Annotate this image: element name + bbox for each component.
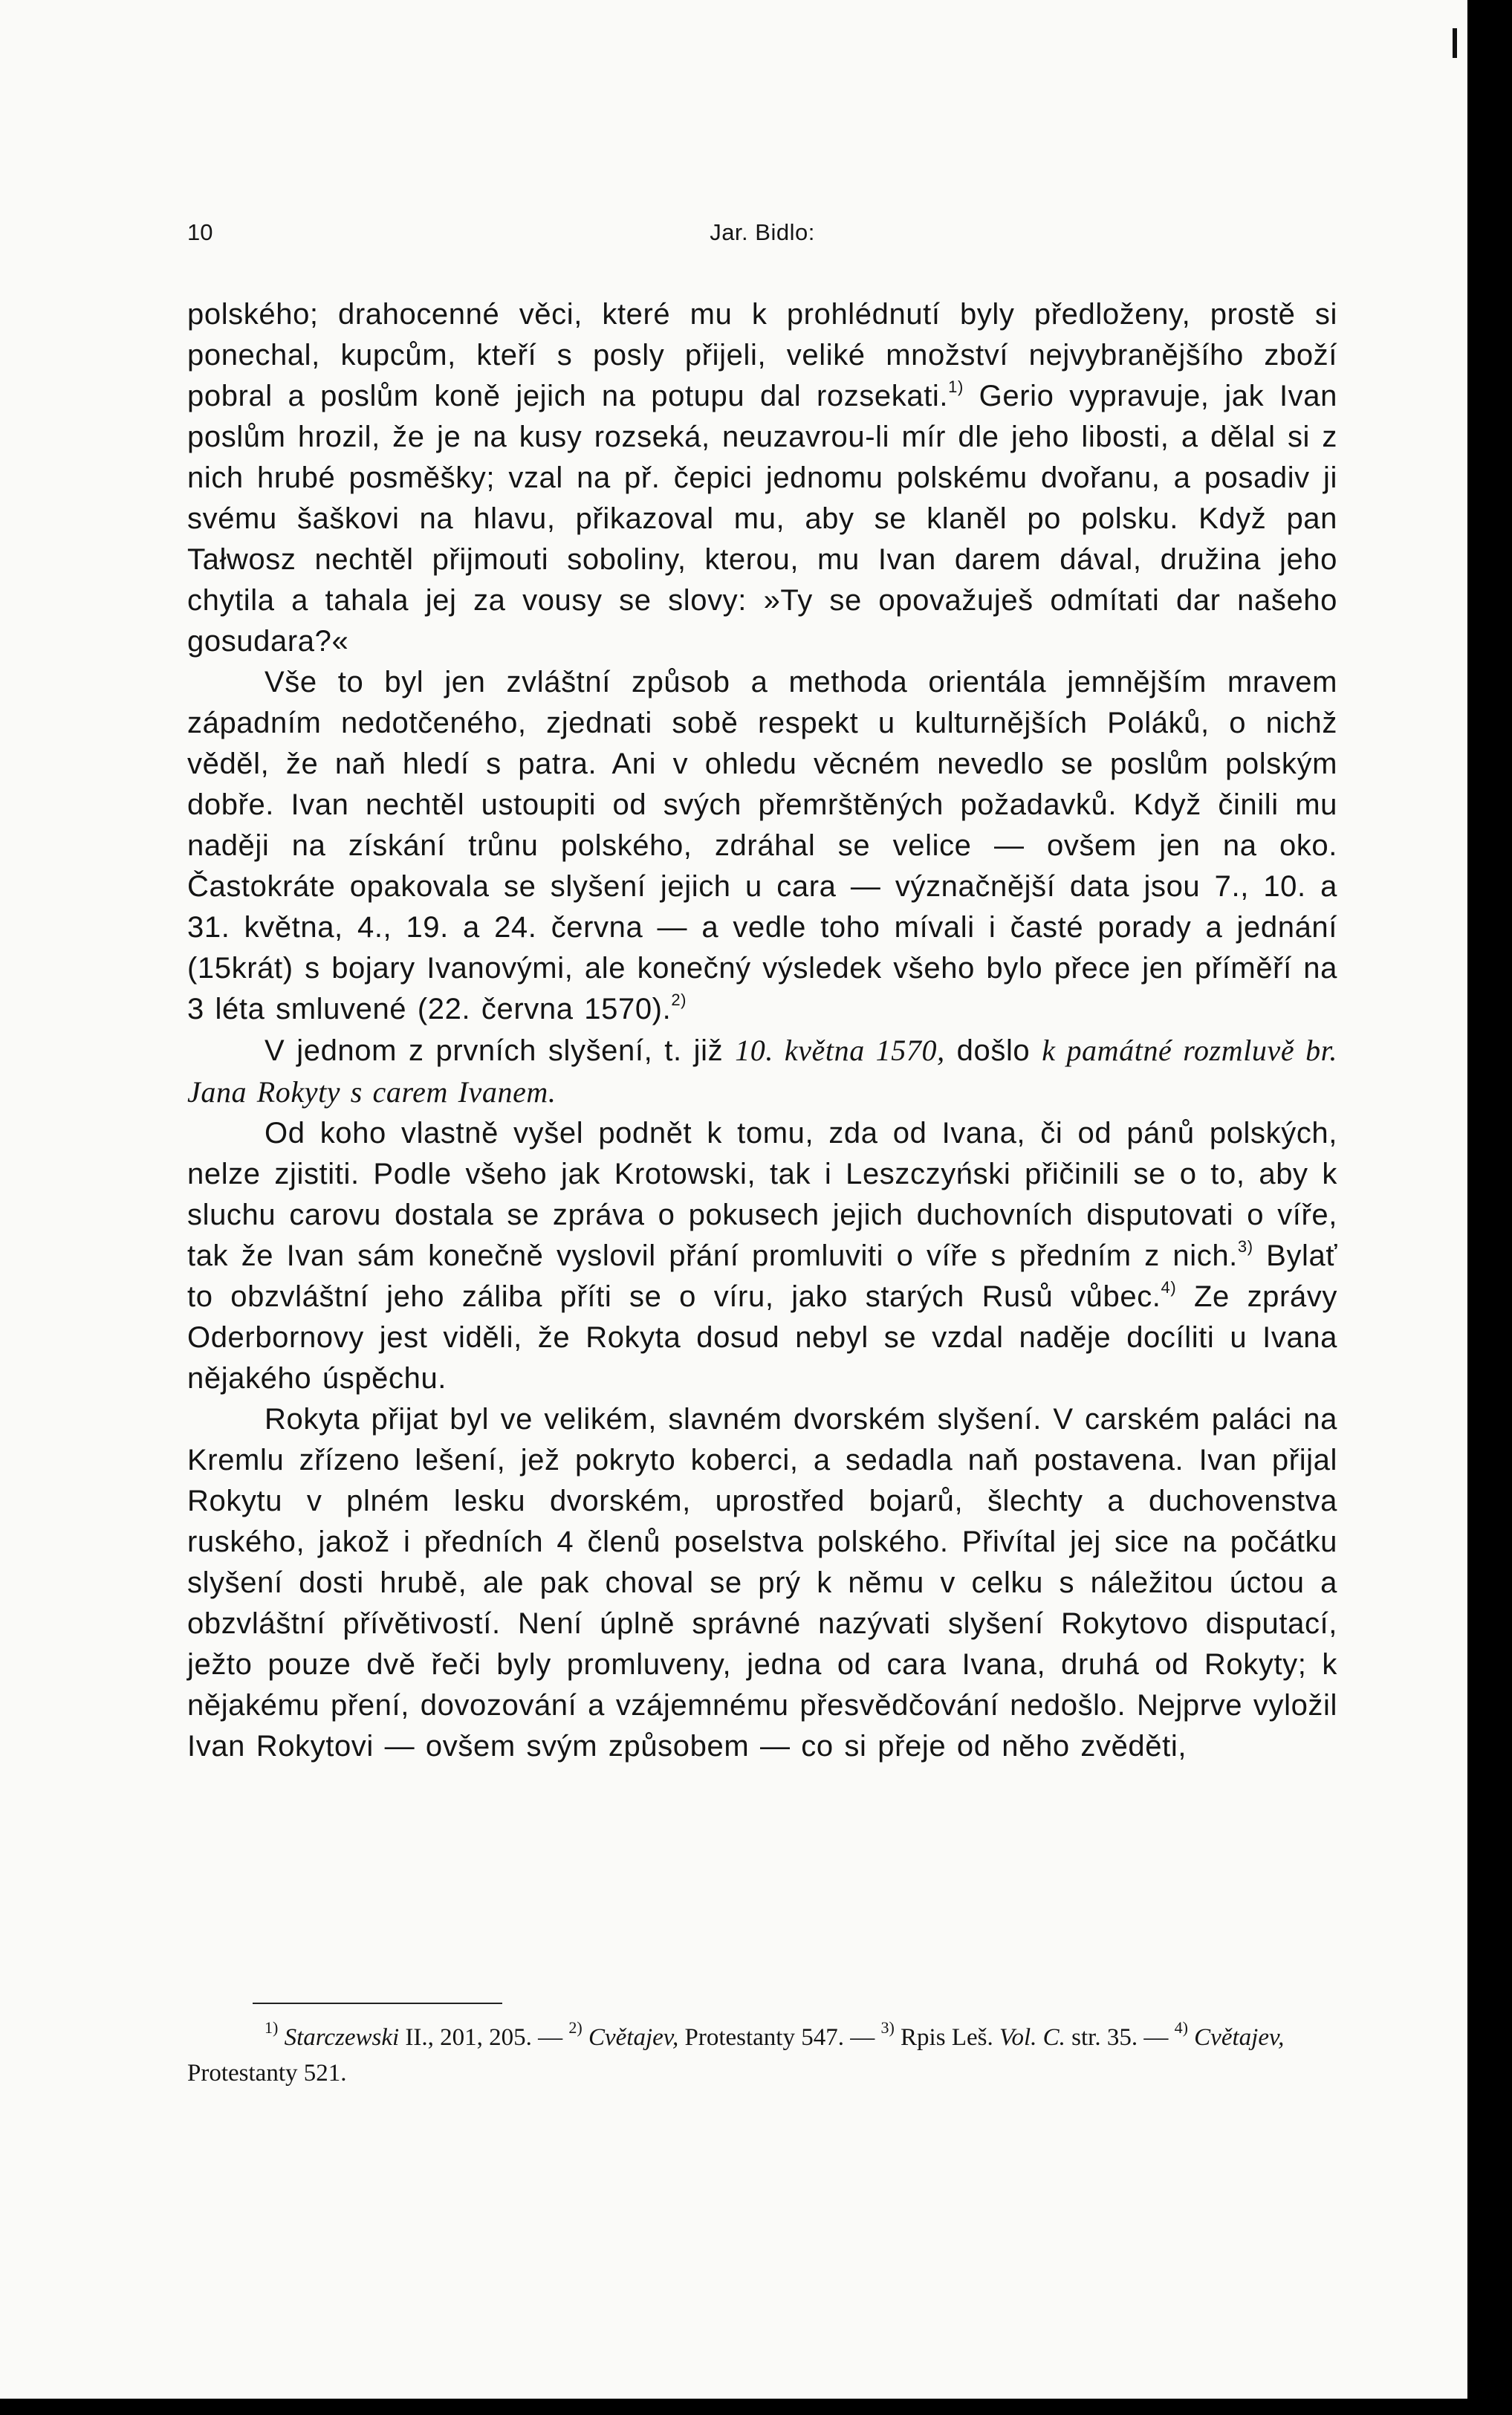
- text-run: [1188, 2024, 1194, 2051]
- text-run: str. 35. —: [1065, 2024, 1175, 2051]
- footnote-marker: 2): [671, 990, 687, 1009]
- footnote-marker: 4): [1161, 1277, 1177, 1297]
- text-run: II., 201, 205. —: [399, 2024, 569, 2051]
- paragraph: [187, 662, 1337, 1030]
- italic-text: Starczewski: [284, 2024, 400, 2051]
- text-run: Protestanty 547. —: [678, 2024, 881, 2051]
- text-run: polského; drahocenné věci, které mu k prohlédnutí byly předloženy, prostě si ponechal, kupcům, kteří s posly přijeli, veliké množství nejvybranějšího zboží pobral a poslům koně jejich na potupu dal rozsekati.: [187, 298, 1337, 412]
- text-run: V jednom z prvních slyšení, t. již: [265, 1034, 736, 1067]
- footnote-divider: [253, 2003, 502, 2004]
- running-title: Jar. Bidlo:: [710, 219, 815, 245]
- scan-border-right: [1467, 0, 1512, 2415]
- text-run: Protestanty 521.: [187, 2060, 347, 2087]
- footnote-line: [187, 2020, 1337, 2091]
- text-run: Od koho vlastně vyšel podnět k tomu, zda od Ivana, či od pánů polských, nelze zjistiti. Podle všeho jak Krotowski, tak i Leszczyński přičinili se o to, aby k sluchu carovu dostala se zpráva o pokusech jejich duchovních disputovati o víře, tak že Ivan sám konečně vyslovil přání promluviti o víře s předním z nich.: [187, 1117, 1337, 1272]
- text-run: [278, 2024, 284, 2051]
- footnote-marker: 3): [1237, 1236, 1253, 1256]
- footnote-marker: 3): [880, 2018, 895, 2037]
- body-text: [187, 294, 1337, 1767]
- scan-mark: [1453, 28, 1457, 58]
- paragraph: [187, 1399, 1337, 1767]
- page-number: 10: [187, 219, 213, 245]
- scan-border-bottom: [0, 2399, 1467, 2415]
- text-run: Vše to byl jen zvláštní způsob a methoda orientála jemnějším mravem západním nedotčeného, zjednati sobě respekt u kulturnějších Poláků, o nichž věděl, že naň hledí s patra. Ani v ohledu věcném nevedlo se poslům polským dobře. Ivan nechtěl ustoupiti od svých přemrštěných požadavků. Když činili mu naději na získání trůnu polského, zdráhal se velice — ovšem jen na oko. Častokráte opakovala se slyšení jejich u cara — význačnější data jsou 7., 10. a 31. května, 4., 19. a 24. června — a vedle toho mívali i časté porady a jednání (15krát) s bojary Ivanovými, ale konečný výsledek všeho bylo přece jen příměří na 3 léta smluvené (22. června 1570).: [187, 666, 1337, 1025]
- text-run: došlo: [944, 1034, 1042, 1067]
- footnote-marker: 1): [265, 2018, 279, 2037]
- italic-text: 10. května 1570,: [735, 1034, 945, 1067]
- running-head: [187, 219, 1337, 264]
- italic-text: k památné rozmluvě br. Jana Rokyty s carem Ivanem.: [187, 1034, 1337, 1109]
- text-run: Gerio vypravuje, jak Ivan poslům hrozil, že je na kusy rozseká, neuzavrou-li mír dle jeho libosti, a dělal si z nich hrubé posměšky; vzal na př. čepici jednomu polskému dvořanu, a posadiv ji svému šaškovi na hlavu, přikazoval mu, aby se klaněl po polsku. Když pan Tałwosz nechtěl přijmouti soboliny, kterou, mu Ivan darem dával, družina jeho chytila a tahala jej za vousy se slovy: »Ty se opovažuješ odmítati dar našeho gosudara?«: [187, 380, 1337, 658]
- italic-text: Cvětajev,: [588, 2024, 679, 2051]
- paragraph: [187, 294, 1337, 662]
- text-run: [583, 2024, 588, 2051]
- italic-text: Vol. C.: [999, 2024, 1065, 2051]
- footnotes: [187, 2020, 1337, 2091]
- text-run: Rpis Leš.: [894, 2024, 999, 2051]
- paragraph: [187, 1113, 1337, 1399]
- footnote-marker: 1): [948, 377, 964, 396]
- italic-text: Cvětajev,: [1194, 2024, 1285, 2051]
- text-run: Ze zprávy Oderbornovy jest viděli, že Rokyta dosud nebyl se vzdal naděje docíliti u Ivana nějakého úspěchu.: [187, 1280, 1337, 1395]
- footnote-marker: 2): [568, 2018, 583, 2037]
- text-run: Rokyta přijat byl ve velikém, slavném dvorském slyšení. V carském paláci na Kremlu zřízeno lešení, jež pokryto koberci, a sedadla naň postavena. Ivan přijal Rokytu v plném lesku dvorském, uprostřed bojarů, šlechty a duchovenstva ruského, jakož i předních 4 členů poselstva polského. Přivítal jej sice na počátku slyšení dosti hrubě, ale pak choval se prý k němu v celku s náležitou úctou a obzvláštní přívětivostí. Není úplně správné nazývati slyšení Rokytovo disputací, ježto pouze dvě řeči byly promluveny, jedna od cara Ivana, druhá od Rokyty; k nějakému pření, dovozování a vzájemnému přesvědčování nedošlo. Nejprve vyložil Ivan Rokytovi — ovšem svým způsobem — co si přeje od něho zvěděti,: [187, 1403, 1337, 1763]
- paragraph: [187, 1030, 1337, 1113]
- footnote-marker: 4): [1174, 2018, 1188, 2037]
- text-run: Bylať to obzvláštní jeho záliba příti se o víru, jako starých Rusů vůbec.: [187, 1239, 1337, 1313]
